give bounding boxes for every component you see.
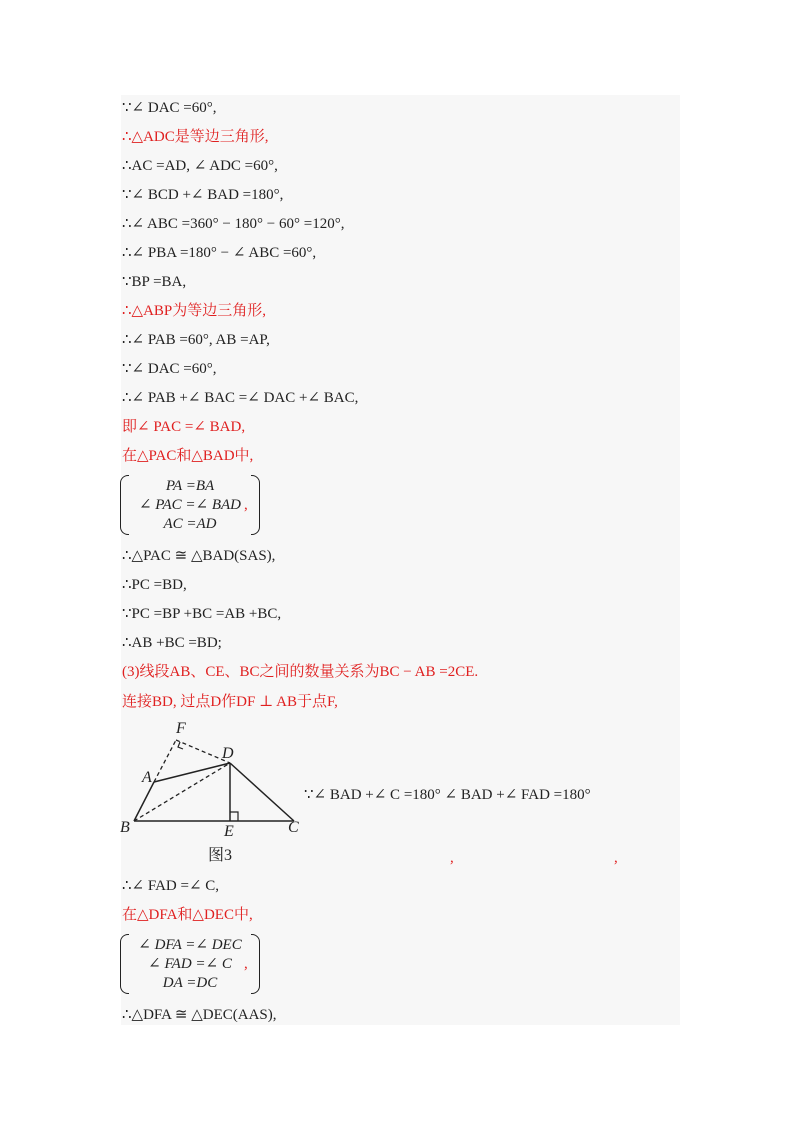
proof-line: ∴∠ PBA =180° − ∠ ABC =60°, [122, 245, 317, 261]
proof-line: 连接BD, 过点D作DF ⊥ AB于点F, [122, 694, 338, 710]
left-brace [120, 475, 129, 535]
proof-line: ∴∠ PAB =60°, AB =AP, [122, 332, 270, 348]
segment-dc [230, 763, 294, 821]
proof-line: 即∠ PAC =∠ BAD, [122, 419, 246, 435]
label-b: B [120, 819, 130, 836]
geometry-figure [118, 716, 318, 844]
proof-line: ∴AB +BC =BD; [122, 635, 222, 651]
right-angle-f [178, 742, 183, 749]
proof-line: ∴△ADC是等边三角形, [122, 129, 269, 145]
equation-system-2 [120, 934, 260, 994]
side-comma: , [614, 850, 618, 866]
system-row: ∠ DFA =∠ DEC [138, 937, 242, 953]
figure-caption: 图3 [208, 847, 233, 864]
system-comma: , [244, 497, 248, 513]
system-row: PA =BA [165, 478, 215, 494]
segment-ad [154, 763, 230, 782]
side-comma: , [450, 850, 454, 866]
proof-line: ∴△DFA ≅ △DEC(AAS), [122, 1007, 277, 1023]
proof-line: ∵∠ BCD +∠ BAD =180°, [122, 187, 284, 203]
segment-ba [134, 782, 154, 821]
left-brace [120, 934, 129, 994]
proof-line: ∵∠ DAC =60°, [122, 361, 217, 377]
proof-line: ∵BP =BA, [122, 274, 187, 290]
proof-line: ∴∠ PAB +∠ BAC =∠ DAC +∠ BAC, [122, 390, 359, 406]
proof-line: ∴∠ FAD =∠ C, [122, 878, 220, 894]
segment-af-dashed [154, 740, 176, 782]
label-e: E [224, 823, 234, 840]
system-row: ∠ FAD =∠ C [148, 956, 232, 972]
proof-line: 在△PAC和△BAD中, [122, 448, 254, 464]
system-row: AC =AD [163, 516, 217, 532]
right-brace [251, 934, 260, 994]
equation-system-1 [120, 475, 260, 535]
system-row: ∠ PAC =∠ BAD [138, 497, 242, 513]
label-a: A [142, 769, 152, 786]
proof-line: (3)线段AB、CE、BC之间的数量关系为BC − AB =2CE. [122, 664, 479, 680]
system-row: DA =DC [162, 975, 218, 991]
proof-line: ∴△PAC ≅ △BAD(SAS), [122, 548, 276, 564]
proof-line: ∴△ABP为等边三角形, [122, 303, 267, 319]
side-equation: ∵∠ BAD +∠ C =180° ∠ BAD +∠ FAD =180° [304, 787, 591, 803]
right-angle-e [230, 812, 238, 821]
proof-line: ∴∠ ABC =360° − 180° − 60° =120°, [122, 216, 345, 232]
label-f: F [176, 720, 186, 737]
label-d: D [222, 745, 234, 762]
proof-line: 在△DFA和△DEC中, [122, 907, 253, 923]
proof-line: ∵PC =BP +BC =AB +BC, [122, 606, 282, 622]
proof-line: ∵∠ DAC =60°, [122, 100, 217, 116]
right-brace [251, 475, 260, 535]
system-comma: , [244, 956, 248, 972]
label-c: C [288, 819, 299, 836]
proof-line: ∴PC =BD, [122, 577, 187, 593]
proof-line: ∴AC =AD, ∠ ADC =60°, [122, 158, 278, 174]
